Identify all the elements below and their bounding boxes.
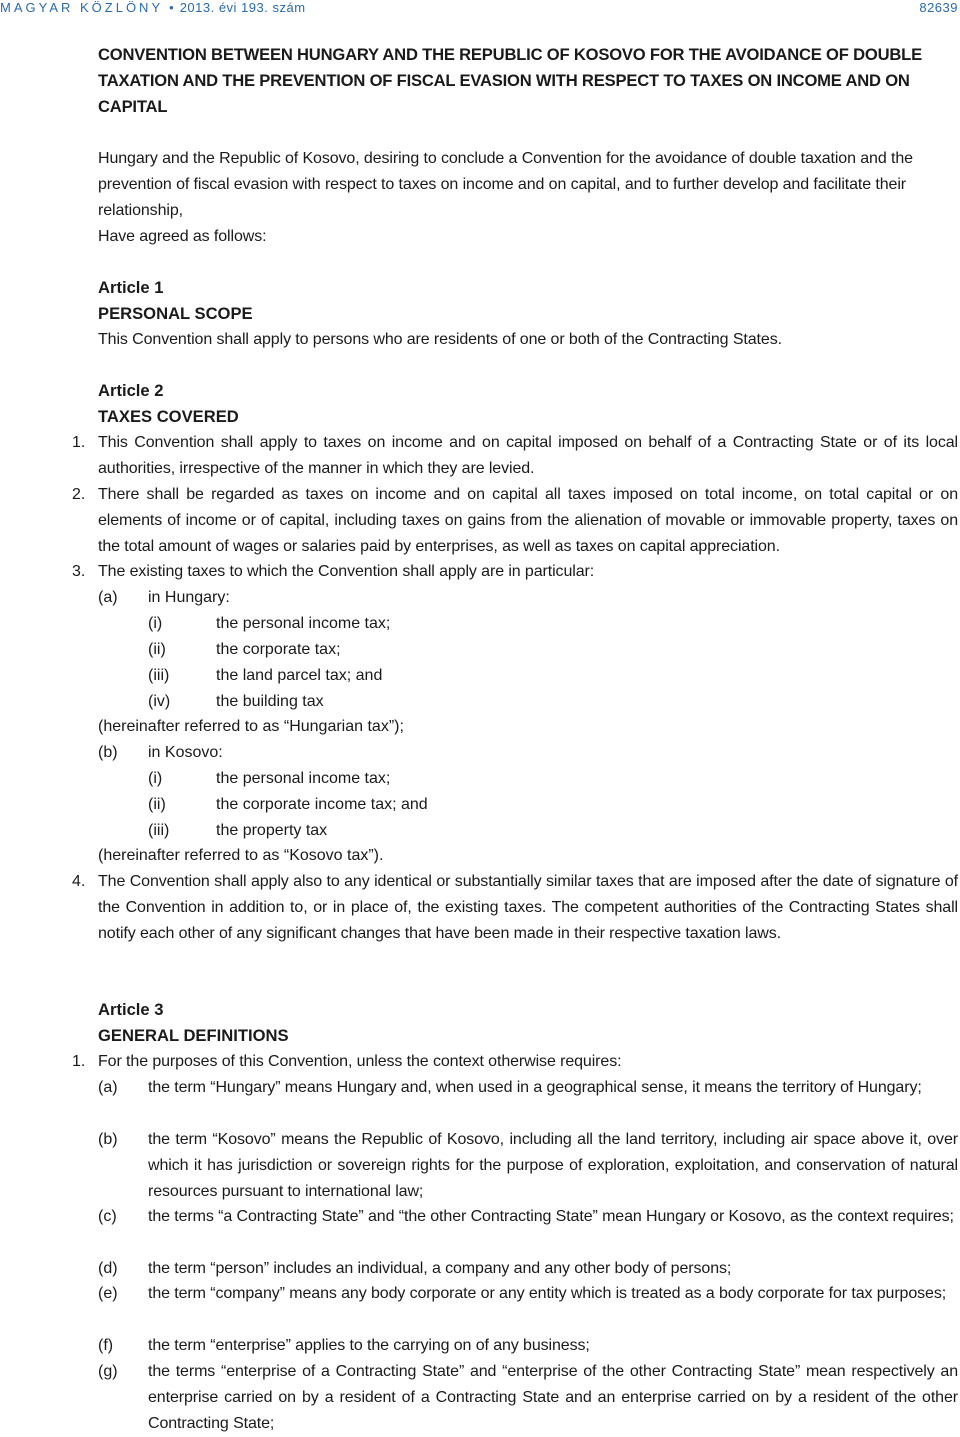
article-2-para-1-number: 1. xyxy=(72,434,86,451)
definition-f: the term “enterprise” applies to the carrying on of any business; xyxy=(148,1337,590,1354)
document-title: CONVENTION BETWEEN HUNGARY AND THE REPUBLIC OF KOSOVO FOR THE AVOIDANCE OF DOUBLE TAXATION AND THE PREVENTION OF FISCAL EVASION WITH RESPECT TO TAXES ON INCOME AND ON CAPITAL xyxy=(98,45,922,116)
hungary-tax-label-3: (iii) xyxy=(148,667,170,684)
article-2-para-3-number: 3. xyxy=(72,563,86,580)
article-2-para-2: There shall be regarded as taxes on income and on capital all taxes imposed on total income, on total capital or on elements of income or of capital, including taxes on gains from the alienation of movable or immovable property, taxes on the total amount of wages or salaries paid by enterprises, as well as taxes on capital appreciation. xyxy=(98,486,958,555)
page-number: 82639 xyxy=(919,0,958,15)
hungary-tax-3: the land parcel tax; and xyxy=(216,667,383,684)
article-1-heading: PERSONAL SCOPE xyxy=(98,304,253,323)
definition-a: the term “Hungary” means Hungary and, when used in a geographical sense, it means the territory of Hungary; xyxy=(148,1079,922,1096)
kosovo-tax-1: the personal income tax; xyxy=(216,770,391,787)
article-1-text: This Convention shall apply to persons who are residents of one or both of the Contracting States. xyxy=(98,331,782,348)
article-2-number: Article 2 xyxy=(98,381,164,400)
definition-label-d: (d) xyxy=(98,1260,118,1277)
header-bullet: • xyxy=(169,0,174,15)
article-2-heading: TAXES COVERED xyxy=(98,407,239,426)
hungary-tax-label-1: (i) xyxy=(148,615,163,632)
list-text-b: in Kosovo: xyxy=(148,744,223,761)
definition-b: the term “Kosovo” means the Republic of Kosovo, including all the land territory, including air space above it, over which it has jurisdiction or sovereign rights for the purpose of exploration, exploitation, and conservation of natural resources pursuant to international law; xyxy=(148,1131,958,1200)
hungary-tax-label-2: (ii) xyxy=(148,641,166,658)
definition-label-c: (c) xyxy=(98,1208,117,1225)
hungary-tax-1: the personal income tax; xyxy=(216,615,391,632)
hungarian-tax-reference: (hereinafter referred to as “Hungarian tax”); xyxy=(98,718,404,735)
kosovo-tax-3: the property tax xyxy=(216,822,328,839)
hungary-tax-4: the building tax xyxy=(216,693,324,710)
article-2-para-1: This Convention shall apply to taxes on income and on capital imposed on behalf of a Contracting State or of its local authorities, irrespective of the manner in which they are levied. xyxy=(98,434,958,477)
article-2-para-2-number: 2. xyxy=(72,486,86,503)
kosovo-tax-label-3: (iii) xyxy=(148,822,170,839)
article-3-para-1-number: 1. xyxy=(72,1053,86,1070)
journal-name: MAGYAR KÖZLÖNY xyxy=(0,0,164,15)
kosovo-tax-label-2: (ii) xyxy=(148,796,166,813)
article-2-para-3: The existing taxes to which the Convention shall apply are in particular: xyxy=(98,563,595,580)
definition-g: the terms “enterprise of a Contracting State” and “enterprise of the other Contracting State” mean respectively an enterprise carried on by a resident of a Contracting State and an enterprise carried on by a resident of the other Contracting State; xyxy=(148,1363,958,1432)
list-label-b: (b) xyxy=(98,744,118,761)
article-3-number: Article 3 xyxy=(98,1000,164,1019)
article-3-para-1: For the purposes of this Convention, unless the context otherwise requires: xyxy=(98,1053,622,1070)
article-2-para-4-number: 4. xyxy=(72,873,86,890)
hungary-tax-label-4: (iv) xyxy=(148,693,171,710)
article-1-number: Article 1 xyxy=(98,278,164,297)
definition-label-e: (e) xyxy=(98,1285,118,1302)
preamble: Hungary and the Republic of Kosovo, desiring to conclude a Convention for the avoidance of double taxation and the prevention of fiscal evasion with respect to taxes on income and on capital, and to further develop and facilitate their relationship, xyxy=(98,150,913,219)
list-text-a: in Hungary: xyxy=(148,589,230,606)
list-label-a: (a) xyxy=(98,589,118,606)
definition-label-a: (a) xyxy=(98,1079,118,1096)
definition-label-b: (b) xyxy=(98,1131,118,1148)
kosovo-tax-reference: (hereinafter referred to as “Kosovo tax”). xyxy=(98,847,384,864)
definition-e: the term “company” means any body corporate or any entity which is treated as a body corporate for tax purposes; xyxy=(148,1285,947,1302)
kosovo-tax-2: the corporate income tax; and xyxy=(216,796,428,813)
definition-label-f: (f) xyxy=(98,1337,114,1354)
article-2-para-4: The Convention shall apply also to any identical or substantially similar taxes that are imposed after the date of signature of the Convention in addition to, or in place of, the existing taxes. The competent authorities of the Contracting States shall notify each other of any significant changes that have been made in their respective taxation laws. xyxy=(98,873,958,942)
kosovo-tax-label-1: (i) xyxy=(148,770,163,787)
definition-label-g: (g) xyxy=(98,1363,118,1380)
definition-c: the terms “a Contracting State” and “the other Contracting State” mean Hungary or Kosovo, as the context requires; xyxy=(148,1208,954,1225)
article-3-heading: GENERAL DEFINITIONS xyxy=(98,1026,289,1045)
agreed-line: Have agreed as follows: xyxy=(98,228,267,245)
definition-d: the term “person” includes an individual, a company and any other body of persons; xyxy=(148,1260,732,1277)
running-header xyxy=(0,0,306,15)
hungary-tax-2: the corporate tax; xyxy=(216,641,341,658)
issue-number: 2013. évi 193. szám xyxy=(179,0,306,15)
